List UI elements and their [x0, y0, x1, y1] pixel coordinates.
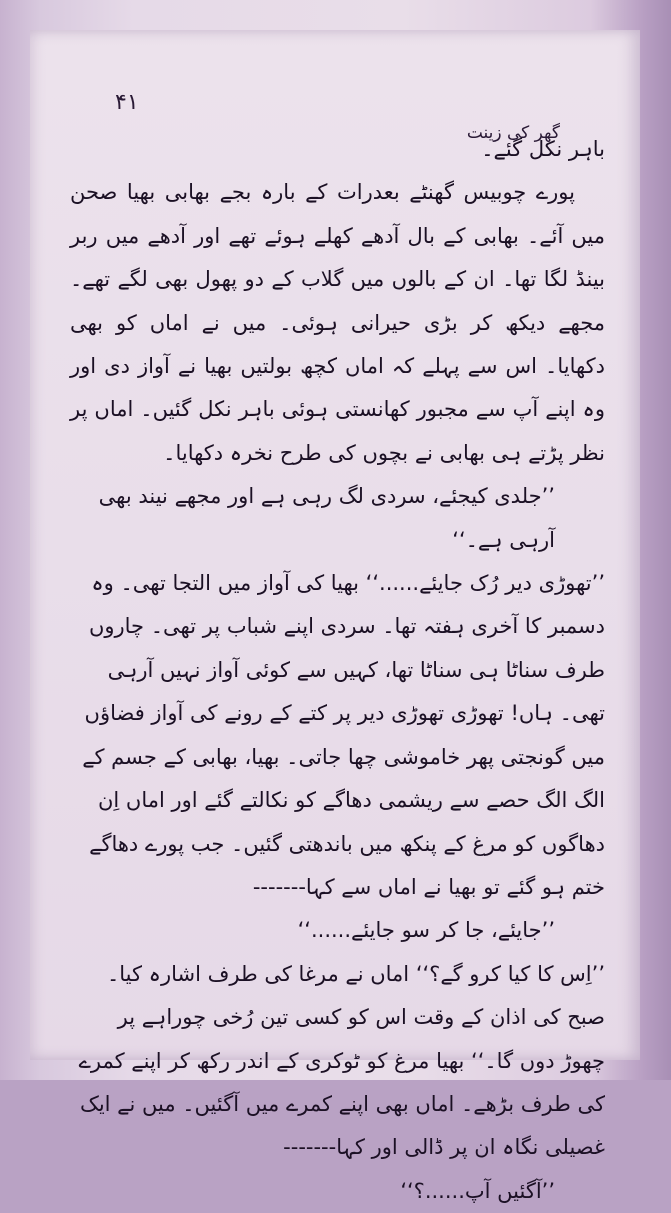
paragraph-dialogue: ’’جلدی کیجئے، سردی لگ رہی ہے اور مجھے نیند بھی آرہی ہے۔‘‘: [98, 484, 555, 552]
paragraph-continuation: باہر نکل گئے۔: [481, 137, 605, 161]
paragraph-narrative: ’’اِس کا کیا کرو گے؟‘‘ اماں نے مرغا کی طرف اشارہ کیا۔ صبح کی اذان کے وقت اس کو کسی تین رُخی چوراہے پر چھوڑ دوں گا۔‘‘ بھیا مرغ کو ٹوکری کے اندر رکھ کر اپنے کمرے کی طرف بڑھے۔ اماں بھی اپنے کمرے میں آگئیں۔ میں نے ایک غصیلی نگاہ ان پر ڈالی اور کہا-------: [78, 961, 605, 1160]
paragraph-dialogue: ’’آگئیں آپ......؟‘‘: [400, 1178, 555, 1203]
body-text: [70, 128, 605, 1213]
paragraph-narrative: ’’تھوڑی دیر رُک جایئے......‘‘ بھیا کی آواز میں التجا تھی۔ وہ دسمبر کا آخری ہفتہ تھا۔ سردی اپنے شباب پر تھی۔ چاروں طرف سناٹا ہی سناٹا تھا، کہیں سے کوئی آواز نہیں آرہی تھی۔ ہاں! تھوڑی تھوڑی دیر پر کتے کے رونے کی آواز فضاؤں میں گونجتی پھر خاموشی چھا جاتی۔ بھیا، بھابی کے جسم کے الگ الگ حصے سے ریشمی دھاگے کو نکالتے گئے اور اماں اِن دھاگوں کو مرغ کے پنکھ میں باندھتی گئیں۔ جب پورے دھاگے ختم ہو گئے تو بھیا نے اماں سے کہا-------: [82, 571, 605, 899]
page-number: ۴۱: [115, 90, 139, 115]
running-header-title: گھر کی زینت: [466, 123, 560, 143]
paragraph-narrative: پورے چوبیس گھنٹے بعدرات کے بارہ بجے بھابی بھیا صحن میں آئے۔ بھابی کے بال آدھے کھلے ہوئے تھے اور آدھے میں ربر بینڈ لگا تھا۔ ان کے بالوں میں گلاب کے دو پھول بھی لگے تھے۔ مجھے دیکھ کر بڑی حیرانی ہوئی۔ میں نے اماں کو بھی دکھایا۔ اس سے پہلے کہ اماں کچھ بولتیں بھیا نے آواز دی اور وہ اپنے آپ سے مجبور کھانستی ہوئی باہر نکل گئیں۔ اماں پر نظر پڑتے ہی بھابی نے بچوں کی طرح نخرہ دکھایا۔: [70, 180, 605, 465]
paragraph-dialogue: ’’جایئے، جا کر سو جایئے......‘‘: [297, 918, 555, 943]
